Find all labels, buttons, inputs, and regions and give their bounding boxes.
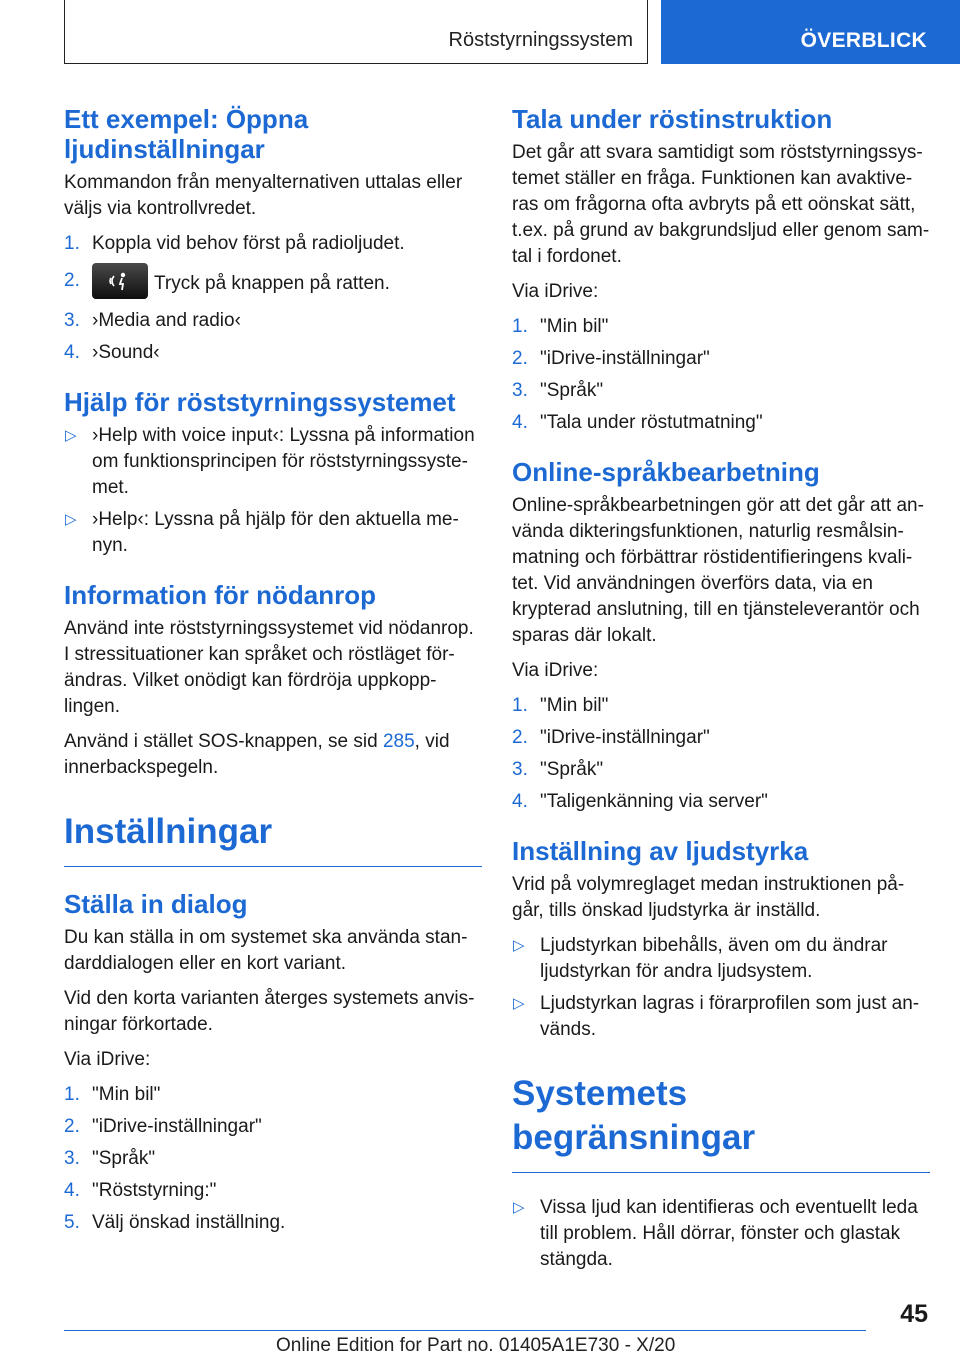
- list-item: 4. "Taligenkänning via server": [512, 791, 768, 812]
- footer-divider: [64, 1330, 866, 1331]
- settings-heading: Inställningar: [64, 810, 482, 867]
- online-text: Online-språkbearbetningen gör att det går att an- vända dikteringsfunktionen, naturlig resmålsin- matning och förbättrar röstidentifieringens kvali- tet. Vid användningen överförs data, via en krypterad anslutning, till en tjänsteleverantör och sparas där lokalt.: [512, 495, 924, 646]
- volume-list: [512, 933, 930, 1043]
- list-item: 4. "Tala under röstutmatning": [512, 412, 763, 433]
- dialog-steps: [64, 1082, 482, 1236]
- dialog-heading: Ställa in dialog: [64, 889, 248, 919]
- triangle-bullet-icon: ▷: [513, 1199, 525, 1216]
- page-link[interactable]: 285: [382, 731, 415, 752]
- example-steps: [64, 231, 482, 366]
- online-heading: Online-språkbearbetning: [512, 457, 820, 487]
- list-item: 2. "iDrive-inställningar": [512, 348, 710, 369]
- header-tab-label: ÖVERBLICK: [800, 29, 927, 52]
- example-intro: Kommandon från menyalternativen uttalas eller väljs via kontrollvredet.: [64, 172, 463, 219]
- list-item: 4. "Röststyrning:": [64, 1180, 217, 1201]
- list-item: 5. Välj önskad inställning.: [64, 1212, 286, 1233]
- list-item: 4. ›Sound‹: [64, 342, 160, 363]
- list-item: 3. ›Media and radio‹: [64, 310, 241, 331]
- list-item: 1. "Min bil": [64, 1084, 161, 1105]
- volume-heading: Inställning av ljudstyrka: [512, 836, 809, 866]
- online-steps: [512, 693, 930, 815]
- list-item: ▷ ›Help with voice input‹: Lyssna på information om funktionsprincipen för röststyrningssyste- met.: [65, 425, 475, 498]
- list-item: 3. "Språk": [64, 1148, 156, 1169]
- via-idrive: Via iDrive:: [512, 660, 599, 681]
- emergency-sos-text: Använd i stället SOS-knappen, se sid 285, vid innerbackspegeln.: [64, 731, 450, 778]
- via-idrive: Via iDrive:: [64, 1049, 151, 1070]
- example-heading: Ett exempel: Öppna ljudinställningar: [64, 104, 309, 164]
- header-section-box: [64, 0, 648, 64]
- speak-steps: [512, 314, 930, 436]
- emergency-text: Använd inte röststyrningssystemet vid nödanrop. I stressituationer kan språket och röstläget för- ändras. Vilket onödigt kan fördröja uppkopp- lingen.: [64, 618, 474, 717]
- list-item: 2. Tryck på knappen på ratten.: [64, 263, 482, 302]
- list-item: 1. "Min bil": [512, 316, 609, 337]
- emergency-heading: Information för nödanrop: [64, 580, 376, 610]
- help-heading: Hjälp för röststyrningssystemet: [64, 387, 456, 417]
- dialog-text-1: Du kan ställa in om systemet ska använda stan- darddialogen eller en kort variant.: [64, 927, 468, 974]
- list-item: 2. "iDrive-inställningar": [64, 1116, 262, 1137]
- limits-heading: Systemets begränsningar: [512, 1072, 930, 1173]
- triangle-bullet-icon: ▷: [513, 937, 525, 954]
- triangle-bullet-icon: ▷: [65, 427, 77, 444]
- header-section-title: Röststyrningssystem: [448, 29, 633, 51]
- voice-button-icon: [92, 263, 148, 299]
- page-number: 45: [900, 1300, 928, 1328]
- list-item: 1. "Min bil": [512, 695, 609, 716]
- triangle-bullet-icon: ▷: [65, 511, 77, 528]
- limits-list: [512, 1195, 930, 1273]
- left-column: [64, 104, 482, 1245]
- volume-text: Vrid på volymreglaget medan instruktionen på- går, tills önskad ljudstyrka är inställd.: [512, 874, 905, 921]
- dialog-text-2: Vid den korta varianten återges systemets anvis- ningar förkortade.: [64, 988, 475, 1035]
- header-tab[interactable]: [661, 0, 960, 64]
- list-item: ▷ ›Help‹: Lyssna på hjälp för den aktuella me- nyn.: [65, 509, 459, 556]
- via-idrive: Via iDrive:: [512, 281, 599, 302]
- footer-text: Online Edition for Part no. 01405A1E730 - X/20: [276, 1335, 676, 1356]
- list-item: ▷ Vissa ljud kan identifieras och eventuellt leda till problem. Håll dörrar, fönster och glastak stängda.: [513, 1197, 918, 1270]
- list-item: ▷ Ljudstyrkan bibehålls, även om du ändrar ljudstyrkan för andra ljudsystem.: [513, 935, 888, 982]
- speak-heading: Tala under röstinstruktion: [512, 104, 833, 134]
- list-item: 1. Koppla vid behov först på radioljudet.: [64, 233, 405, 254]
- speak-text: Det går att svara samtidigt som röststyrningssys- temet ställer en fråga. Funktionen kan avaktive- ras om frågorna ofta avbryts på ett oönskat sätt, t.ex. på grund av bakgrundsljud eller genom sam- tal i fordonet.: [512, 142, 930, 267]
- list-item: 2. "iDrive-inställningar": [512, 727, 710, 748]
- list-item: ▷ Ljudstyrkan lagras i förarprofilen som just an- vänds.: [513, 993, 920, 1040]
- right-column: [512, 104, 930, 1282]
- help-list: [64, 423, 482, 559]
- triangle-bullet-icon: ▷: [513, 995, 525, 1012]
- list-item: 3. "Språk": [512, 380, 604, 401]
- list-item: 3. "Språk": [512, 759, 604, 780]
